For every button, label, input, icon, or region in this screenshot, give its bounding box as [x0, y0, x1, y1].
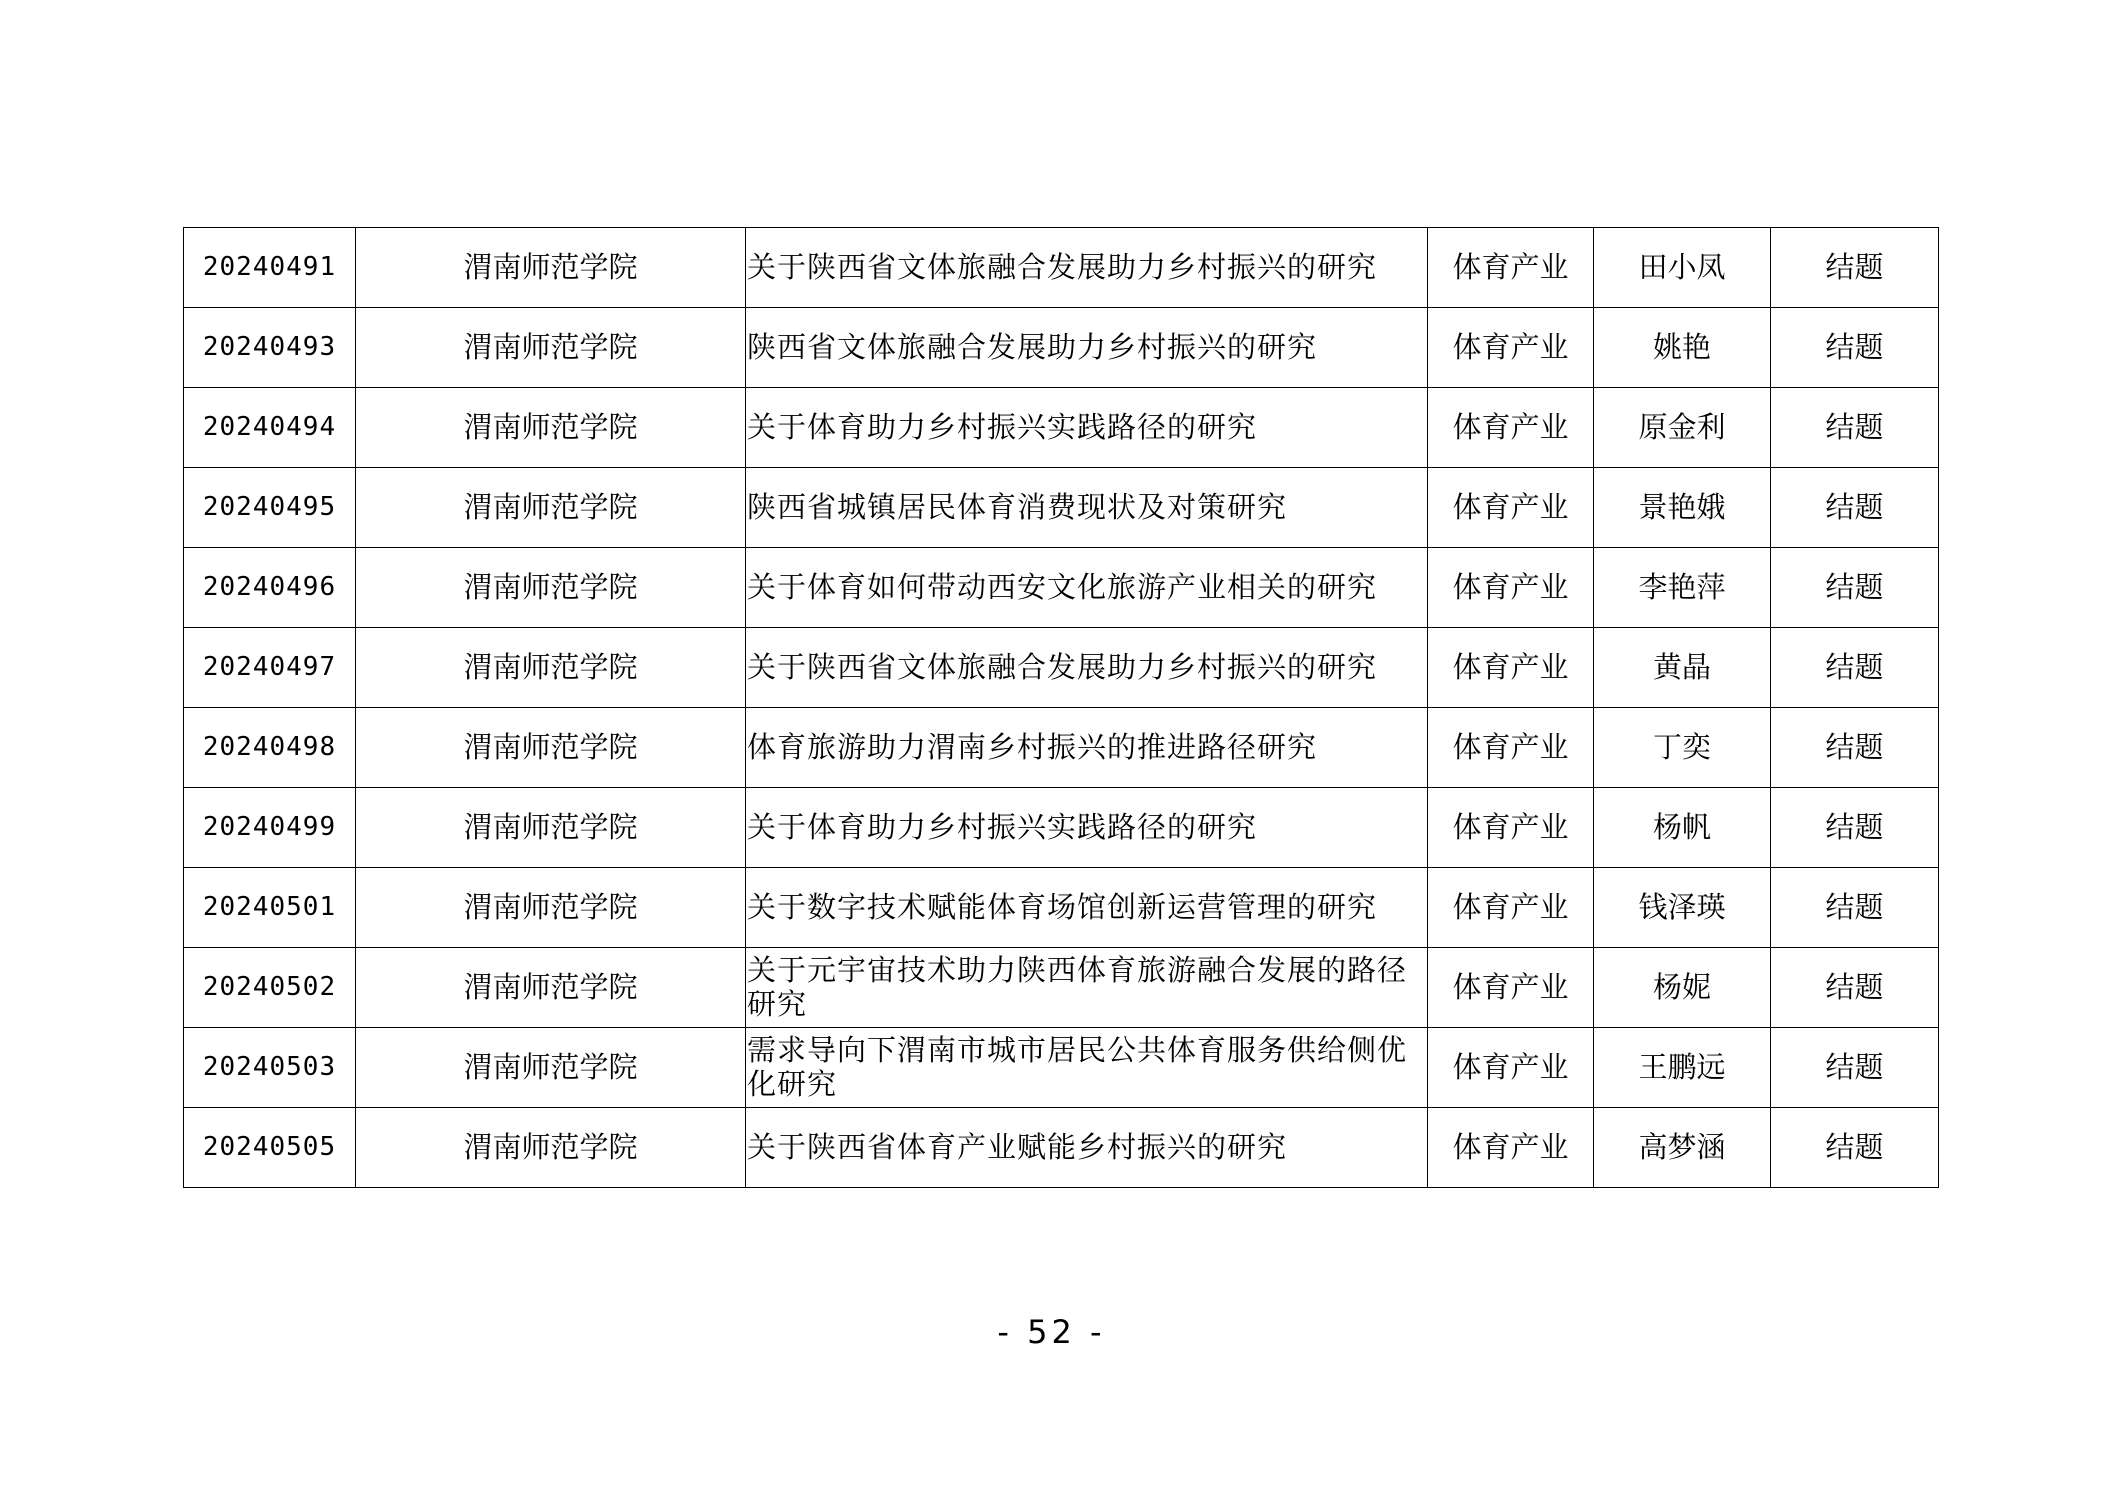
category-cell: 体育产业 — [1428, 468, 1594, 548]
person-cell: 黄晶 — [1594, 628, 1771, 708]
status-cell: 结题 — [1771, 788, 1939, 868]
project-title-cell: 关于陕西省文体旅融合发展助力乡村振兴的研究 — [746, 228, 1428, 308]
institution-cell: 渭南师范学院 — [356, 548, 746, 628]
project-title-cell: 关于体育助力乡村振兴实践路径的研究 — [746, 788, 1428, 868]
person-cell: 杨妮 — [1594, 948, 1771, 1028]
project-title-cell: 关于体育如何带动西安文化旅游产业相关的研究 — [746, 548, 1428, 628]
institution-cell: 渭南师范学院 — [356, 788, 746, 868]
table-body — [184, 228, 1939, 1188]
table-row — [184, 228, 1939, 308]
category-cell: 体育产业 — [1428, 1108, 1594, 1188]
category-cell: 体育产业 — [1428, 308, 1594, 388]
institution-cell: 渭南师范学院 — [356, 1028, 746, 1108]
status-cell: 结题 — [1771, 228, 1939, 308]
project-id-cell: 20240493 — [184, 308, 356, 388]
project-id-cell: 20240495 — [184, 468, 356, 548]
project-title-cell: 陕西省城镇居民体育消费现状及对策研究 — [746, 468, 1428, 548]
person-cell: 田小凤 — [1594, 228, 1771, 308]
status-cell: 结题 — [1771, 628, 1939, 708]
project-title-cell: 关于陕西省体育产业赋能乡村振兴的研究 — [746, 1108, 1428, 1188]
institution-cell: 渭南师范学院 — [356, 228, 746, 308]
institution-cell: 渭南师范学院 — [356, 868, 746, 948]
project-id-cell: 20240498 — [184, 708, 356, 788]
page-number: - 52 - — [997, 1313, 1106, 1351]
status-cell: 结题 — [1771, 948, 1939, 1028]
project-id-cell: 20240501 — [184, 868, 356, 948]
status-cell: 结题 — [1771, 308, 1939, 388]
status-cell: 结题 — [1771, 708, 1939, 788]
status-cell: 结题 — [1771, 388, 1939, 468]
project-id-cell: 20240499 — [184, 788, 356, 868]
project-title-cell: 需求导向下渭南市城市居民公共体育服务供给侧优化研究 — [746, 1028, 1428, 1108]
table-row — [184, 1028, 1939, 1108]
project-id-cell: 20240497 — [184, 628, 356, 708]
table-row — [184, 548, 1939, 628]
category-cell: 体育产业 — [1428, 1028, 1594, 1108]
project-title-cell: 体育旅游助力渭南乡村振兴的推进路径研究 — [746, 708, 1428, 788]
table-row — [184, 628, 1939, 708]
institution-cell: 渭南师范学院 — [356, 628, 746, 708]
table-row — [184, 948, 1939, 1028]
institution-cell: 渭南师范学院 — [356, 308, 746, 388]
category-cell: 体育产业 — [1428, 708, 1594, 788]
project-table — [183, 227, 1939, 1188]
table-row — [184, 868, 1939, 948]
project-id-cell: 20240496 — [184, 548, 356, 628]
person-cell: 王鹏远 — [1594, 1028, 1771, 1108]
project-id-cell: 20240503 — [184, 1028, 356, 1108]
table-row — [184, 788, 1939, 868]
project-title-cell: 关于体育助力乡村振兴实践路径的研究 — [746, 388, 1428, 468]
table-row — [184, 308, 1939, 388]
project-title-cell: 关于陕西省文体旅融合发展助力乡村振兴的研究 — [746, 628, 1428, 708]
institution-cell: 渭南师范学院 — [356, 948, 746, 1028]
project-id-cell: 20240502 — [184, 948, 356, 1028]
table-row — [184, 468, 1939, 548]
category-cell: 体育产业 — [1428, 628, 1594, 708]
category-cell: 体育产业 — [1428, 228, 1594, 308]
person-cell: 钱泽瑛 — [1594, 868, 1771, 948]
project-id-cell: 20240491 — [184, 228, 356, 308]
person-cell: 高梦涵 — [1594, 1108, 1771, 1188]
table-row — [184, 388, 1939, 468]
project-title-cell: 关于数字技术赋能体育场馆创新运营管理的研究 — [746, 868, 1428, 948]
category-cell: 体育产业 — [1428, 788, 1594, 868]
table-row — [184, 708, 1939, 788]
project-id-cell: 20240505 — [184, 1108, 356, 1188]
project-id-cell: 20240494 — [184, 388, 356, 468]
person-cell: 杨帆 — [1594, 788, 1771, 868]
institution-cell: 渭南师范学院 — [356, 468, 746, 548]
person-cell: 丁奕 — [1594, 708, 1771, 788]
table-row — [184, 1108, 1939, 1188]
status-cell: 结题 — [1771, 1028, 1939, 1108]
person-cell: 姚艳 — [1594, 308, 1771, 388]
category-cell: 体育产业 — [1428, 548, 1594, 628]
category-cell: 体育产业 — [1428, 388, 1594, 468]
institution-cell: 渭南师范学院 — [356, 388, 746, 468]
institution-cell: 渭南师范学院 — [356, 708, 746, 788]
person-cell: 李艳萍 — [1594, 548, 1771, 628]
status-cell: 结题 — [1771, 548, 1939, 628]
institution-cell: 渭南师范学院 — [356, 1108, 746, 1188]
status-cell: 结题 — [1771, 868, 1939, 948]
status-cell: 结题 — [1771, 1108, 1939, 1188]
project-title-cell: 关于元宇宙技术助力陕西体育旅游融合发展的路径研究 — [746, 948, 1428, 1028]
project-title-cell: 陕西省文体旅融合发展助力乡村振兴的研究 — [746, 308, 1428, 388]
category-cell: 体育产业 — [1428, 868, 1594, 948]
person-cell: 原金利 — [1594, 388, 1771, 468]
category-cell: 体育产业 — [1428, 948, 1594, 1028]
status-cell: 结题 — [1771, 468, 1939, 548]
person-cell: 景艳娥 — [1594, 468, 1771, 548]
